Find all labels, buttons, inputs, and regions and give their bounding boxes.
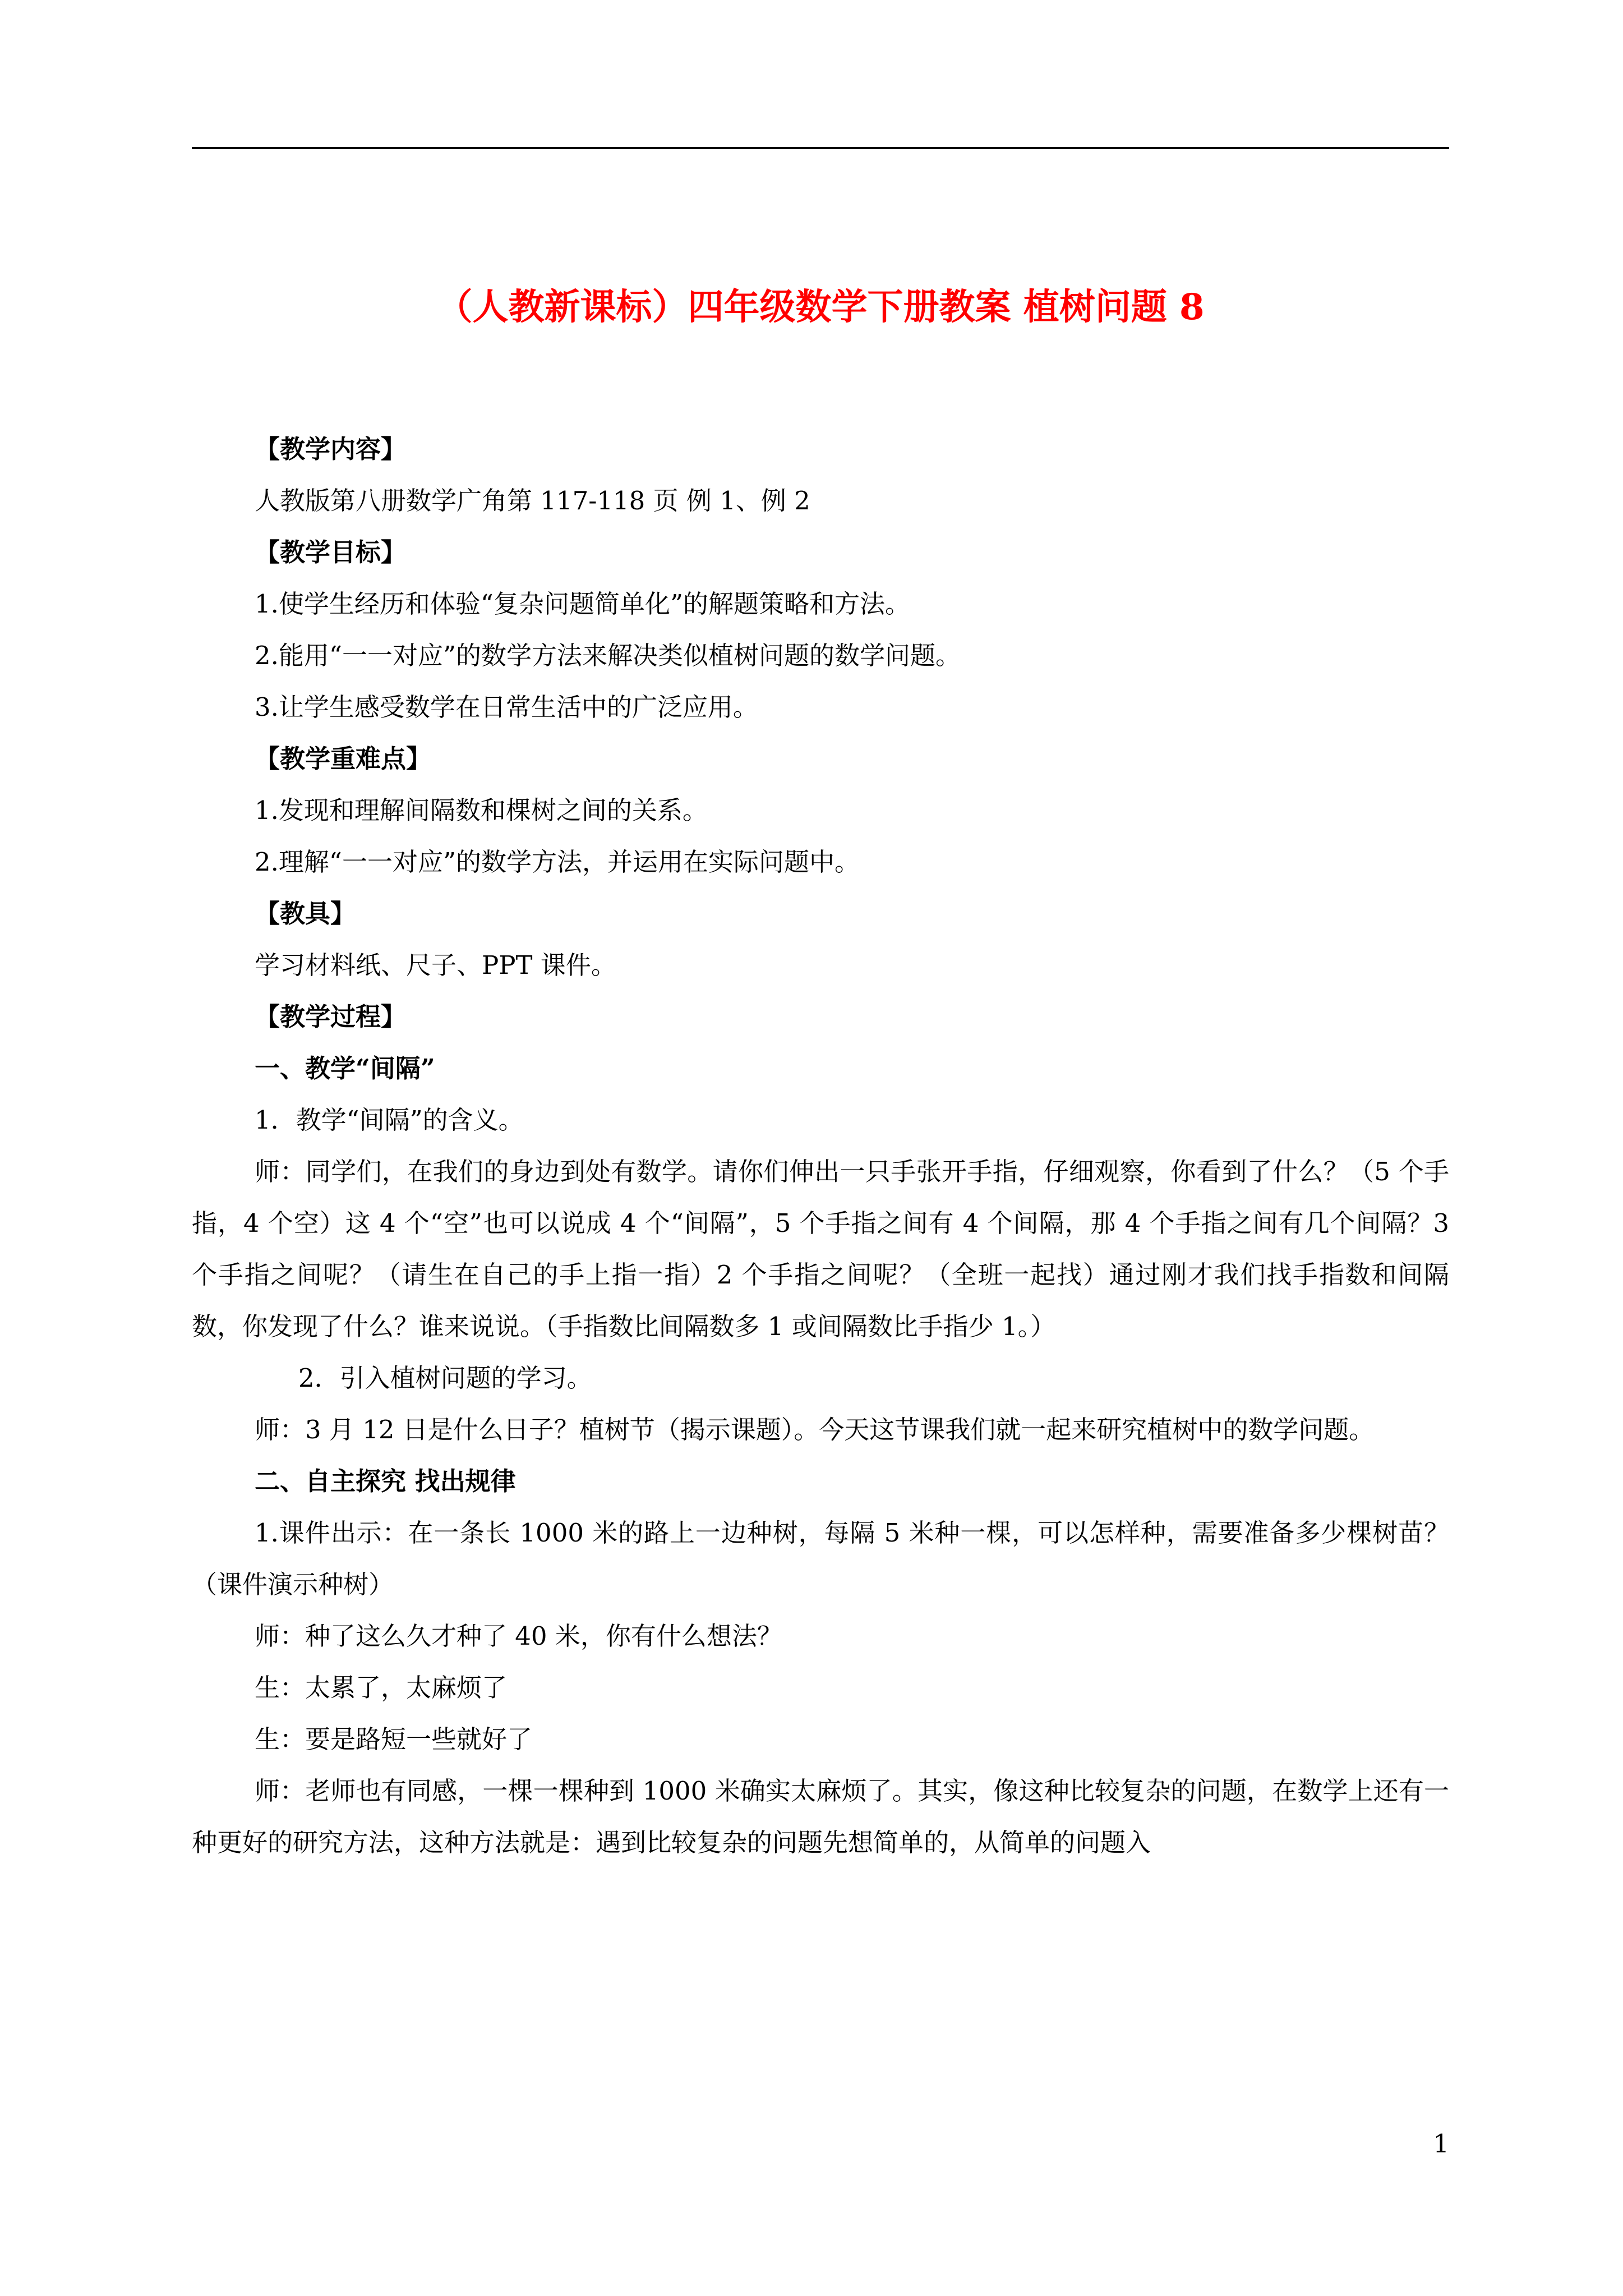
process-part-1-heading: 一、教学“间隔” [255,1053,435,1083]
section-heading-key-points: 【教学重难点】 [255,744,432,774]
process-step-2-1: 1.课件出示：在一条长 1000 米的路上一边种树，每隔 5 米种一棵，可以怎样种，需要准备多少棵树苗？（课件演示种树） [192,1518,1449,1599]
goal-item-2: 2.能用“一一对应”的数学方法来解决类似植树问题的数学问题。 [255,641,961,670]
section-heading-content: 【教学内容】 [255,434,407,464]
teacher-dialogue-method: 师：老师也有同感，一棵一棵种到 1000 米确实太麻烦了。其实，像这种比较复杂的问题，在数学上还有一种更好的研究方法，这种方法就是：遇到比较复杂的问题先想简单的，从简单的问题入 [192,1776,1449,1857]
document-title: （人教新课标）四年级数学下册教案 植树问题 8 [436,286,1205,328]
page-number: 1 [1433,2129,1449,2159]
document-body [192,424,1449,1869]
teacher-dialogue-arbor-day: 师：3 月 12 日是什么日子？植树节（揭示课题）。今天这节课我们就一起来研究植树中的数学问题。 [255,1415,1375,1444]
paragraph-content-ref: 人教版第八册数学广角第 117-118 页 例 1、例 2 [255,486,810,516]
student-dialogue-shorter: 生：要是路短一些就好了 [255,1724,533,1754]
teacher-dialogue-fingers: 师：同学们，在我们的身边到处有数学。请你们伸出一只手张开手指，仔细观察，你看到了什么？（5 个手指，4 个空）这 4 个“空”也可以说成 4 个“间隔”，5 个手指之间有 4 个间隔，那 4 个手指之间有几个间隔？3 个手指之间呢？（请生在自己的手上指一指）2 个手指之间呢？（全班一起找）通过刚才我们找手指数和间隔数，你发现了什么？谁来说说。（手指数比间隔数多 1 或间隔数比手指少 1。） [192,1157,1449,1341]
key-point-2: 2.理解“一一对应”的数学方法，并运用在实际问题中。 [255,847,860,877]
process-part-2-heading: 二、自主探究 找出规律 [255,1466,516,1496]
goal-item-1: 1.使学生经历和体验“复杂问题简单化”的解题策略和方法。 [255,589,910,619]
materials-list: 学习材料纸、尺子、PPT 课件。 [255,950,616,980]
key-point-1: 1.发现和理解间隔数和棵树之间的关系。 [255,795,708,825]
student-dialogue-tired: 生：太累了，太麻烦了 [255,1673,508,1703]
process-step-1-2: 2．引入植树问题的学习。 [298,1363,592,1393]
section-heading-materials: 【教具】 [255,899,356,928]
section-heading-goals: 【教学目标】 [255,537,407,567]
header-rule [192,147,1449,149]
section-heading-process: 【教学过程】 [255,1002,407,1032]
teacher-dialogue-40m: 师：种了这么久才种了 40 米，你有什么想法？ [255,1621,782,1651]
goal-item-3: 3.让学生感受数学在日常生活中的广泛应用。 [255,692,758,722]
process-step-1-1: 1．教学“间隔”的含义。 [255,1105,524,1135]
